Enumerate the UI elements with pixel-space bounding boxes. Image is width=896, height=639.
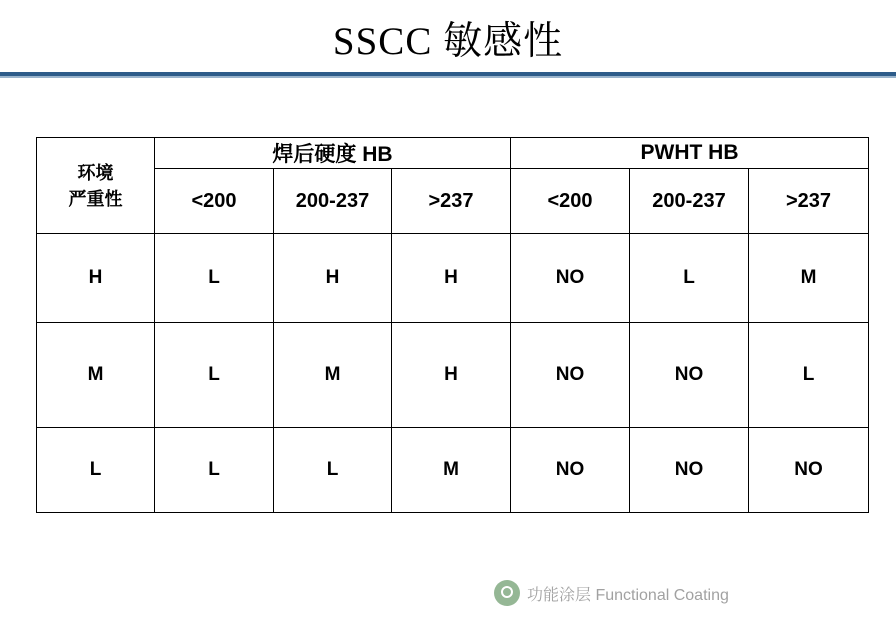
- table-header-row-subs: [37, 169, 869, 234]
- cell-h-pwht-lt200: NO: [511, 234, 630, 323]
- table-row: [37, 428, 869, 513]
- cell-h-pwht-200-237: L: [630, 234, 749, 323]
- sscc-susceptibility-table: [36, 137, 869, 513]
- header-sub-aw-200-237: 200-237: [274, 169, 392, 234]
- row-label-m: M: [37, 323, 155, 428]
- header-sub-pwht-gt237: >237: [749, 169, 869, 234]
- header-group-as-welded: 焊后硬度 HB: [155, 138, 511, 169]
- header-environment-line1: 环境: [77, 162, 114, 183]
- watermark-label: 功能涂层 Functional Coating: [527, 586, 729, 604]
- cell-h-pwht-gt237: M: [749, 234, 869, 323]
- cell-h-aw-lt200: L: [155, 234, 274, 323]
- cell-l-aw-200-237: L: [274, 428, 392, 513]
- cell-m-pwht-gt237: L: [749, 323, 869, 428]
- cell-m-aw-lt200: L: [155, 323, 274, 428]
- cell-l-aw-lt200: L: [155, 428, 274, 513]
- row-label-l: L: [37, 428, 155, 513]
- cell-m-pwht-lt200: NO: [511, 323, 630, 428]
- cell-h-aw-200-237: H: [274, 234, 392, 323]
- watermark: [494, 580, 729, 606]
- header-sub-pwht-200-237: 200-237: [630, 169, 749, 234]
- cell-l-aw-gt237: M: [392, 428, 511, 513]
- header-group-pwht: PWHT HB: [511, 138, 869, 169]
- header-environment-line2: 严重性: [68, 188, 123, 209]
- title-divider-secondary: [0, 76, 896, 78]
- table-header-row-groups: [37, 138, 869, 169]
- header-sub-aw-lt200: <200: [155, 169, 274, 234]
- row-label-h: H: [37, 234, 155, 323]
- table-row: [37, 323, 869, 428]
- cell-m-aw-gt237: H: [392, 323, 511, 428]
- header-sub-pwht-lt200: <200: [511, 169, 630, 234]
- header-environment-severity: [37, 138, 155, 234]
- page-title: SSCC 敏感性: [332, 20, 564, 63]
- cell-m-aw-200-237: M: [274, 323, 392, 428]
- cell-l-pwht-lt200: NO: [511, 428, 630, 513]
- cell-l-pwht-200-237: NO: [630, 428, 749, 513]
- cell-h-aw-gt237: H: [392, 234, 511, 323]
- table-row: [37, 234, 869, 323]
- watermark-logo-icon: [494, 580, 520, 606]
- cell-l-pwht-gt237: NO: [749, 428, 869, 513]
- header-sub-aw-gt237: >237: [392, 169, 511, 234]
- cell-m-pwht-200-237: NO: [630, 323, 749, 428]
